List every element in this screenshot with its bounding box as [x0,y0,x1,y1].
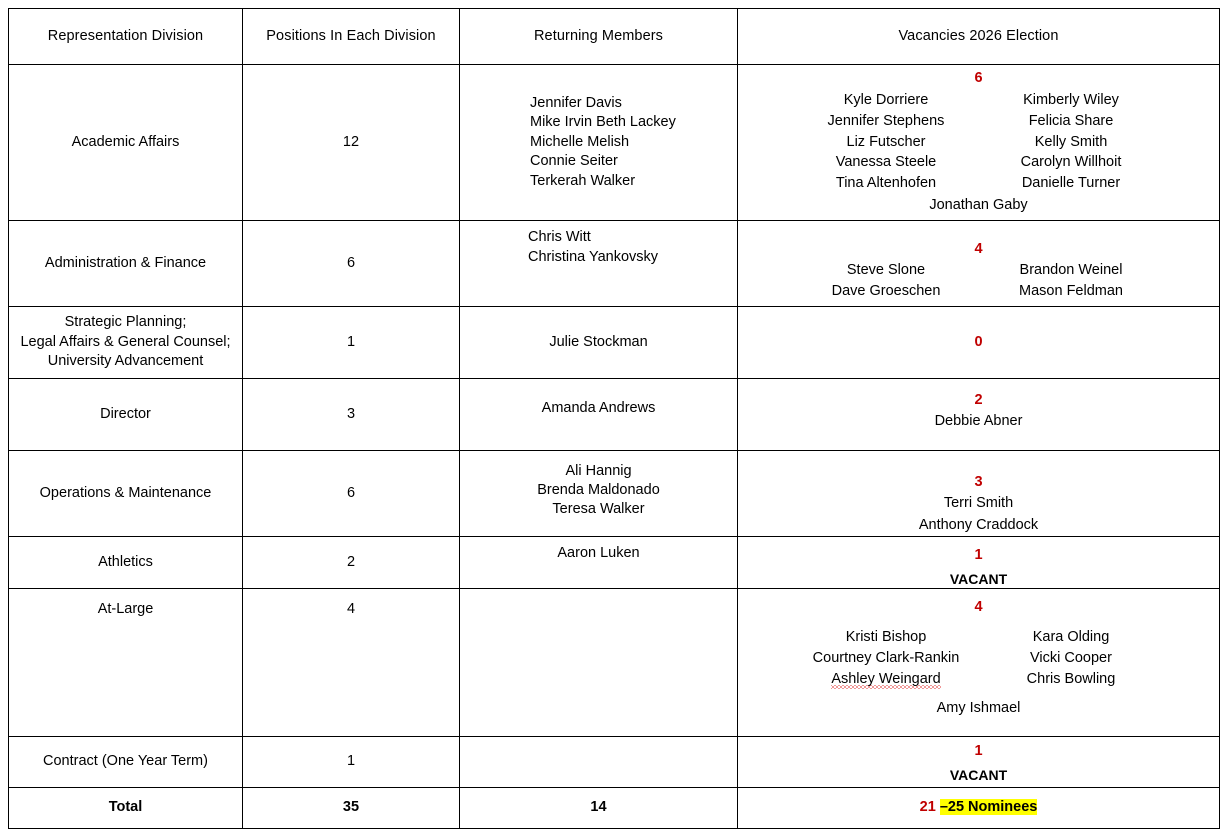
positions-value: 4 [346,601,356,617]
table-row [9,307,1220,379]
cell-division [9,451,243,537]
division-label: Operations & Maintenance [39,484,212,501]
cell-returning-members [460,589,738,737]
list-item: Kara Olding [1032,628,1110,645]
nominee-columns [738,627,1219,690]
list-item: Kyle Dorriere [843,91,929,108]
returning-members-list [460,90,737,195]
cell-vacancies [738,536,1220,588]
nominee-column-left [794,260,979,302]
column-header-vacancies: Vacancies 2026 Election [738,9,1220,65]
cell-division [9,307,243,379]
cell-division [9,379,243,451]
cell-returning-members [460,536,738,588]
total-nominees-note: –25 Nominees [939,799,1038,816]
division-label: Athletics [98,553,153,570]
list-item: Courtney Clark-Rankin [812,649,960,666]
table-row [9,65,1220,221]
cell-returning-members [460,65,738,221]
nominee-column-left [794,627,979,690]
table-row [9,451,1220,537]
list-item: Kimberly Wiley [1023,91,1119,108]
cell-positions [243,379,460,451]
vacancy-count: 1 [974,546,983,563]
returning-members-list [460,537,737,567]
list-item: Kelly Smith [1034,133,1108,150]
returning-members-list [460,659,737,667]
list-item: Mason Feldman [1019,283,1123,300]
list-item: Chris Bowling [1026,670,1116,687]
table-header-row [9,9,1220,65]
vacancy-count: 2 [974,392,983,409]
division-label: Contract (One Year Term) [43,753,208,770]
returning-members-list [460,758,737,766]
list-item: Tina Altenhofen [835,175,937,192]
positions-value: 12 [342,133,360,150]
list-item: Terkerah Walker [530,172,636,189]
division-line: Strategic Planning; [64,314,187,331]
list-item: Mike Irvin Beth Lackey [530,114,676,131]
vacancy-count: 0 [974,334,983,351]
cell-returning-members [460,737,738,788]
nominee-column-left [794,90,979,194]
nominee-columns [744,90,1213,194]
nominee-column-right [979,260,1164,302]
nominee-columns [744,260,1213,302]
misspelled-name: Ashley Weingard [831,670,941,687]
positions-value: 6 [346,255,356,272]
cell-total-positions [243,788,460,829]
list-item: Vicki Cooper [1030,649,1112,666]
cell-positions [243,451,460,537]
positions-value: 1 [346,753,356,770]
table-row [9,536,1220,588]
positions-value: 3 [346,406,356,423]
column-header-representation-division: Representation Division [9,9,243,65]
cell-positions [243,65,460,221]
cell-division [9,589,243,737]
cell-total-label [9,788,243,829]
representation-vacancies-table [8,8,1220,829]
division-label: At-Large [97,601,154,617]
vacancy-count: 4 [974,240,983,257]
list-item: Brenda Maldonado [537,482,660,499]
list-item: Vanessa Steele [835,154,937,171]
list-item: Amanda Andrews [541,400,656,417]
returning-members-list [460,451,737,523]
cell-vacancies [738,379,1220,451]
list-item: Danielle Turner [1021,175,1121,192]
cell-total-vacancies [738,788,1220,829]
list-item: Carolyn Willhoit [1020,154,1122,171]
vacancy-count: 4 [974,599,983,615]
cell-returning-members [460,379,738,451]
cell-total-returning [460,788,738,829]
list-item: Dave Groeschen [831,283,941,300]
list-item: Michelle Melish [530,133,630,150]
division-label [9,309,242,376]
cell-division [9,536,243,588]
cell-positions [243,589,460,737]
list-item: Aaron Luken [557,544,640,561]
table-row [9,379,1220,451]
table-row [9,589,1220,737]
total-vacancies [738,798,1219,817]
cell-returning-members [460,307,738,379]
division-line: University Advancement [47,353,204,370]
list-item: Connie Seiter [530,153,618,170]
list-item: Chris Witt [528,229,591,246]
cell-positions [243,536,460,588]
list-item: Brandon Weinel [1019,262,1123,279]
table-row [9,221,1220,307]
table-row [9,737,1220,788]
list-item: Kristi Bishop [845,628,927,645]
list-item: Teresa Walker [552,501,645,518]
cell-vacancies [738,451,1220,537]
list-item: Ali Hannig [565,463,632,480]
list-item: Amy Ishmael [936,700,1021,717]
table-total-row [9,788,1220,829]
total-vacancies-count: 21 [919,799,936,816]
positions-value: 2 [346,553,356,570]
vacancy-count: 3 [974,474,983,491]
cell-returning-members [460,221,738,307]
positions-value: 6 [346,484,356,501]
column-header-positions: Positions In Each Division [243,9,460,65]
vacancy-count: 6 [974,70,983,86]
division-line: Legal Affairs & General Counsel; [20,333,231,350]
list-item: Terri Smith [943,494,1014,511]
list-item: Steve Slone [846,262,926,279]
vacancy-count: 1 [974,742,983,759]
nominee-column-right [979,627,1164,690]
total-positions: 35 [342,799,360,816]
list-item: Debbie Abner [934,412,1023,429]
cell-returning-members [460,451,738,537]
list-item: Jonathan Gaby [929,197,1028,214]
vacant-label: VACANT [949,766,1008,783]
returning-members-list [460,379,737,422]
cell-vacancies [738,221,1220,307]
cell-vacancies [738,65,1220,221]
positions-value: 1 [346,334,356,351]
cell-division [9,221,243,307]
returning-members-list [460,329,737,356]
list-item: Julie Stockman [549,334,648,351]
cell-division [9,737,243,788]
list-item [794,669,979,690]
list-item: Anthony Craddock [918,516,1039,533]
list-item: Liz Futscher [846,133,926,150]
vacant-label: VACANT [949,570,1008,587]
cell-positions [243,221,460,307]
cell-division [9,65,243,221]
list-item: Felicia Share [1028,112,1114,129]
division-label: Administration & Finance [44,255,207,272]
list-item: Jennifer Davis [530,94,622,111]
division-label: Director [100,406,151,423]
cell-positions [243,737,460,788]
cell-positions [243,307,460,379]
list-item: Christina Yankovsky [528,248,659,265]
column-header-returning-members: Returning Members [460,9,738,65]
total-returning: 14 [590,799,607,816]
list-item: Jennifer Stephens [827,112,945,129]
cell-vacancies [738,737,1220,788]
division-label: Academic Affairs [71,133,180,150]
cell-vacancies [738,589,1220,737]
returning-members-list [460,221,737,271]
nominee-column-right [979,90,1164,194]
total-label: Total [108,799,143,816]
cell-vacancies [738,307,1220,379]
